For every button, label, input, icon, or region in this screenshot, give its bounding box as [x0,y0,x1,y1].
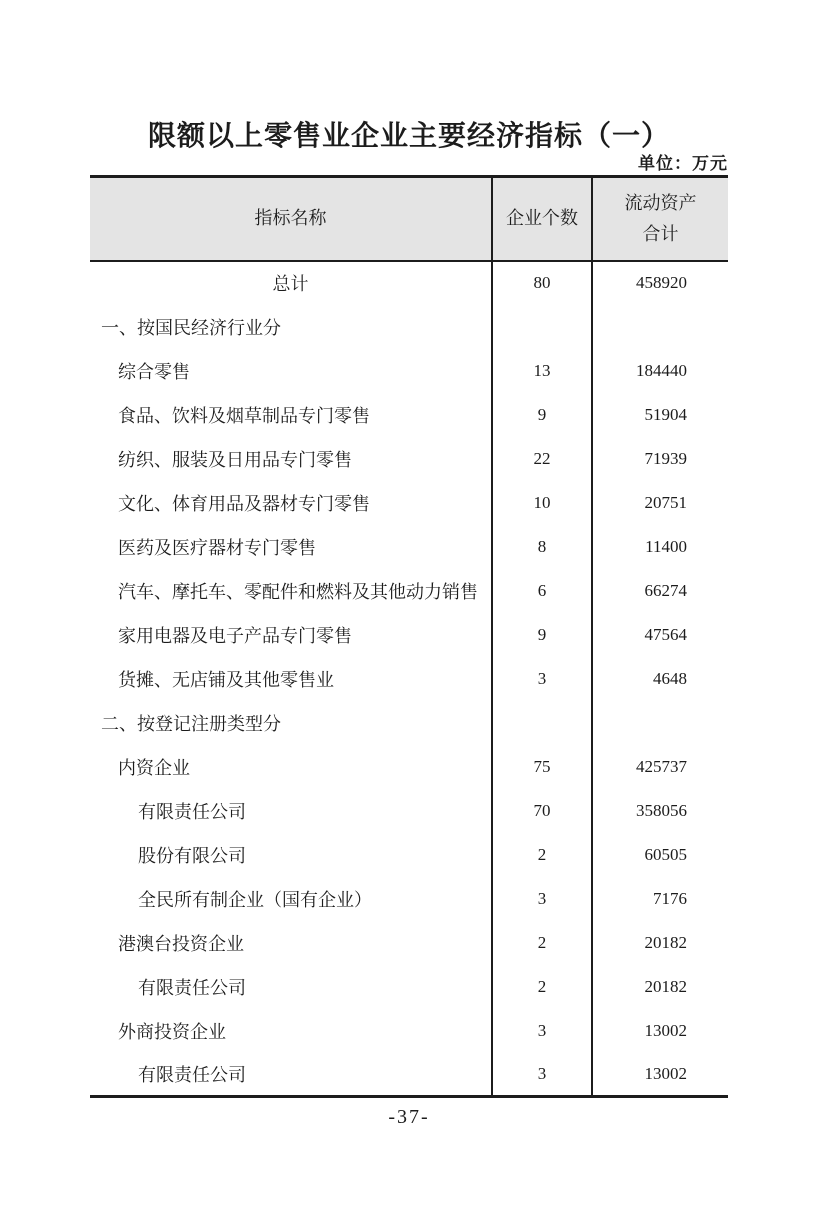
table-row [90,569,728,613]
indicator-name-cell: 食品、饮料及烟草制品专门零售 [118,405,370,426]
current-assets-cell: 66274 [592,569,728,613]
enterprise-count-cell: 2 [492,833,592,877]
indicator-name-cell: 一、按国民经济行业分 [101,317,281,338]
indicator-name-cell: 内资企业 [118,757,190,778]
enterprise-count-cell: 3 [492,1053,592,1097]
indicator-name-cell: 家用电器及电子产品专门零售 [118,625,352,646]
indicator-name-cell: 全民所有制企业（国有企业） [138,889,372,910]
table-row [90,789,728,833]
table-header-row [90,177,728,261]
indicator-name-cell: 汽车、摩托车、零配件和燃料及其他动力销售 [118,581,478,602]
column-header-assets-line2: 合计 [642,223,679,244]
current-assets-cell: 7176 [592,877,728,921]
enterprise-count-cell: 70 [492,789,592,833]
current-assets-cell: 13002 [592,1053,728,1097]
table-row [90,745,728,789]
enterprise-count-cell: 80 [492,261,592,305]
enterprise-count-cell [492,305,592,349]
indicator-name-cell: 文化、体育用品及器材专门零售 [118,493,370,514]
current-assets-cell: 60505 [592,833,728,877]
indicator-name-cell: 总计 [272,274,309,294]
unit-label: 单位：万元 [638,154,728,173]
enterprise-count-cell: 6 [492,569,592,613]
current-assets-cell: 20182 [592,965,728,1009]
column-header-current-assets-total [592,177,728,261]
column-header-assets-line1: 流动资产 [624,193,697,214]
current-assets-cell: 20182 [592,921,728,965]
current-assets-cell [592,701,728,745]
current-assets-cell: 71939 [592,437,728,481]
table-row [90,305,728,349]
table-row [90,393,728,437]
enterprise-count-cell: 8 [492,525,592,569]
page-number: -37- [388,1106,430,1128]
enterprise-count-cell: 75 [492,745,592,789]
enterprise-count-cell: 9 [492,613,592,657]
indicator-name-cell: 有限责任公司 [138,1064,246,1085]
table-row [90,1009,728,1053]
current-assets-cell: 458920 [592,261,728,305]
table-row [90,657,728,701]
indicator-name-cell: 有限责任公司 [138,801,246,822]
current-assets-cell [592,305,728,349]
table-row [90,1053,728,1097]
indicator-name-cell: 股份有限公司 [138,845,246,866]
table-row [90,833,728,877]
table-row [90,965,728,1009]
current-assets-cell: 184440 [592,349,728,393]
enterprise-count-cell [492,701,592,745]
column-header-enterprise-count: 企业个数 [492,177,592,261]
column-header-indicator-name: 指标名称 [90,177,492,261]
current-assets-cell: 425737 [592,745,728,789]
table-row [90,525,728,569]
current-assets-cell: 20751 [592,481,728,525]
indicator-name-cell: 纺织、服装及日用品专门零售 [118,449,352,470]
table-row [90,877,728,921]
table-row [90,701,728,745]
table-row [90,261,728,305]
page-title: 限额以上零售业企业主要经济指标（一） [147,121,670,152]
indicator-name-cell: 港澳台投资企业 [118,933,244,954]
current-assets-cell: 13002 [592,1009,728,1053]
enterprise-count-cell: 13 [492,349,592,393]
table-row [90,481,728,525]
indicator-name-cell: 外商投资企业 [118,1021,226,1042]
indicator-name-cell: 货摊、无店铺及其他零售业 [118,669,334,690]
enterprise-count-cell: 9 [492,393,592,437]
current-assets-cell: 51904 [592,393,728,437]
indicator-name-cell: 二、按登记注册类型分 [101,713,281,734]
enterprise-count-cell: 3 [492,877,592,921]
table-row [90,437,728,481]
enterprise-count-cell: 2 [492,921,592,965]
indicators-table [90,175,728,1098]
table-row [90,921,728,965]
enterprise-count-cell: 2 [492,965,592,1009]
indicator-name-cell: 有限责任公司 [138,977,246,998]
current-assets-cell: 47564 [592,613,728,657]
enterprise-count-cell: 3 [492,657,592,701]
table-row [90,349,728,393]
indicator-name-cell: 综合零售 [118,361,190,382]
enterprise-count-cell: 22 [492,437,592,481]
current-assets-cell: 4648 [592,657,728,701]
current-assets-cell: 11400 [592,525,728,569]
current-assets-cell: 358056 [592,789,728,833]
enterprise-count-cell: 10 [492,481,592,525]
table-row [90,613,728,657]
indicator-name-cell: 医药及医疗器材专门零售 [118,537,316,558]
enterprise-count-cell: 3 [492,1009,592,1053]
